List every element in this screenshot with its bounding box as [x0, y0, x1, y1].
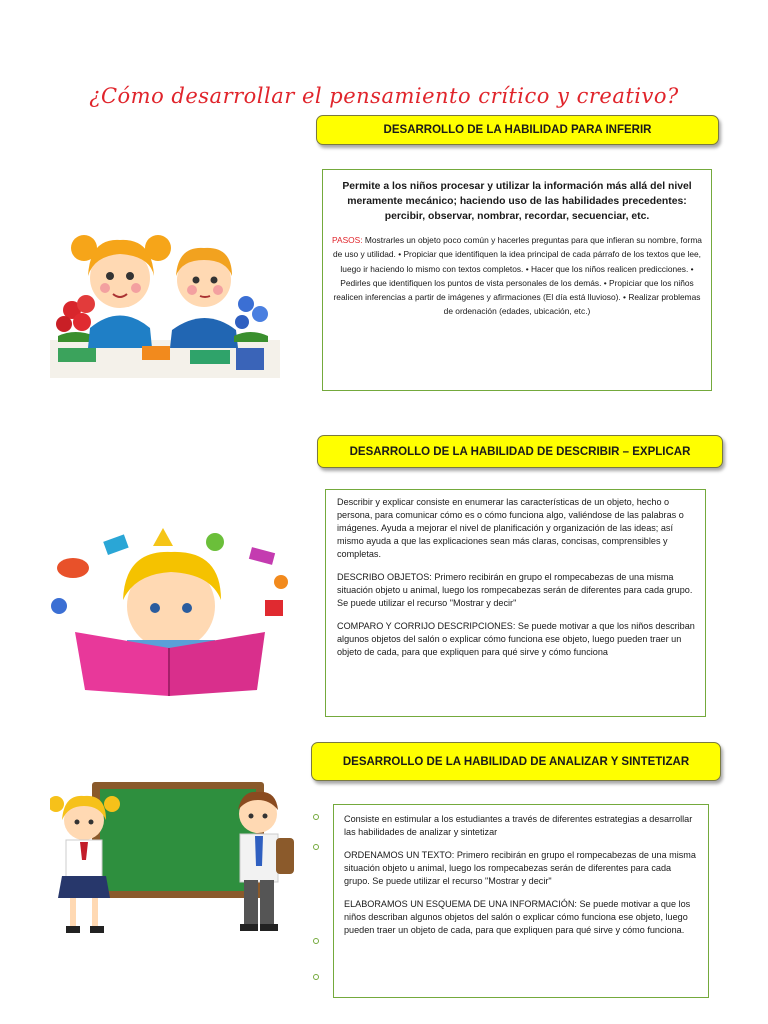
red-flowers-icon [56, 295, 95, 342]
page-title: ¿Cómo desarrollar el pensamiento crítico y creativo? [89, 84, 679, 108]
bullet-marker [313, 974, 319, 980]
describir-intro: Describir y explicar consiste en enumerar las características de un objeto, hecho o persona, para comunicar cómo es o cómo funciona algo, valiéndose de las palabras o imágenes. Ayuda a mejorar el nivel de planificación y organización de las ideas; así mismo ayuda a que las explicaciones sean más claras, concisas, comprensibles y completas. [337, 497, 684, 559]
bullet-marker [313, 938, 319, 944]
analizar-item-1 [344, 849, 698, 888]
bullet-marker [313, 844, 319, 850]
blue-flowers-icon [234, 296, 268, 342]
section-heading-label: DESARROLLO DE LA HABILIDAD PARA INFERIR [383, 124, 652, 136]
analizar-intro: Consiste en estimular a los estudiantes a través de diferentes estrategias a desarrollar las habilidades de analizar y sintetizar [344, 814, 693, 837]
orange-book-icon [142, 346, 170, 360]
green-book-icon [58, 348, 96, 362]
describir-text-box [325, 489, 706, 717]
section-heading-describir [317, 435, 723, 468]
steps-text: Mostrarles un objeto poco común y hacerles preguntas para que infieran su nombre, forma de uso y utilidad. • Propiciar que identifiquen la idea principal de cada párrafo de los textos que lee, luego ir haciendo lo mismo con textos completos. • Hacer que los niños realicen predicciones. • Pedirles que identifiquen los puntos de vista personales de los demás. • Propiciar que los niños realicen inferencias a partir de imágenes y afirmaciones (El día está lluvioso). • Realizar problemas de ordenación (edades, ubicación, etc.) [333, 235, 702, 317]
girl-icon [71, 235, 171, 348]
analizar-item-2 [344, 898, 698, 937]
item-text: Primero recibirán en grupo el rompecabezas de una misma situación objeto u animal, luego los rompecabezas serán de diferentes para cada grupo. Se puede utilizar el recurso "Mostrar y decir" [344, 850, 696, 886]
blue-book-icon [236, 348, 264, 370]
analizar-text-box [333, 804, 709, 998]
children-with-books-illustration [50, 218, 280, 378]
inferir-text-box [322, 169, 712, 391]
item-label: ELABORAMOS UN ESQUEMA DE UNA INFORMACIÓN: [344, 899, 577, 909]
item-text: Se puede motivar a que los niños describan algunos objetos del salón o explicar cómo funciona ese objeto, luego pueden traer un objeto de cada, para que expliquen para qué sirve y cómo funciona. [344, 899, 691, 935]
section-heading-analizar [311, 742, 721, 781]
children-with-chalkboard-illustration [50, 780, 302, 940]
bullet-marker [313, 814, 319, 820]
boy-icon [170, 248, 238, 348]
green-book-icon [190, 350, 230, 364]
item-text: Se puede motivar a que los niños describan algunos objetos del salón o explicar cómo funciona ese objeto, luego pueden traer un objeto de cada, para que expliquen para qué sirve y cómo funciona [337, 621, 695, 657]
steps-label: PASOS: [332, 235, 363, 245]
item-label: DESCRIBO OBJETOS: [337, 572, 432, 582]
describir-item-2 [337, 620, 698, 659]
item-text: Primero recibirán en grupo el rompecabezas de una misma situación objeto u animal, luego los rompecabezas serán de diferentes para cada grupo. Se puede utilizar el recurso "Mostrar y decir" [337, 572, 693, 608]
section-heading-label: DESARROLLO DE LA HABILIDAD DE ANALIZAR Y SINTETIZAR [342, 755, 690, 768]
inferir-lead-text: Permite a los niños procesar y utilizar la información más allá del nivel meramente mecánico; haciendo uso de las habilidades precedentes: percibir, observar, nombrar, recordar, secuenciar, etc. [342, 181, 692, 222]
boy-reading-book-illustration [45, 520, 295, 700]
describir-item-1 [337, 571, 698, 610]
schoolboy-icon [238, 792, 294, 931]
item-label: COMPARO Y CORRIJO DESCRIPCIONES: [337, 621, 516, 631]
item-label: ORDENAMOS UN TEXTO: [344, 850, 455, 860]
section-heading-inferir [316, 115, 719, 145]
section-heading-label: DESARROLLO DE LA HABILIDAD DE DESCRIBIR – EXPLICAR [349, 445, 691, 458]
inferir-steps [331, 233, 703, 319]
